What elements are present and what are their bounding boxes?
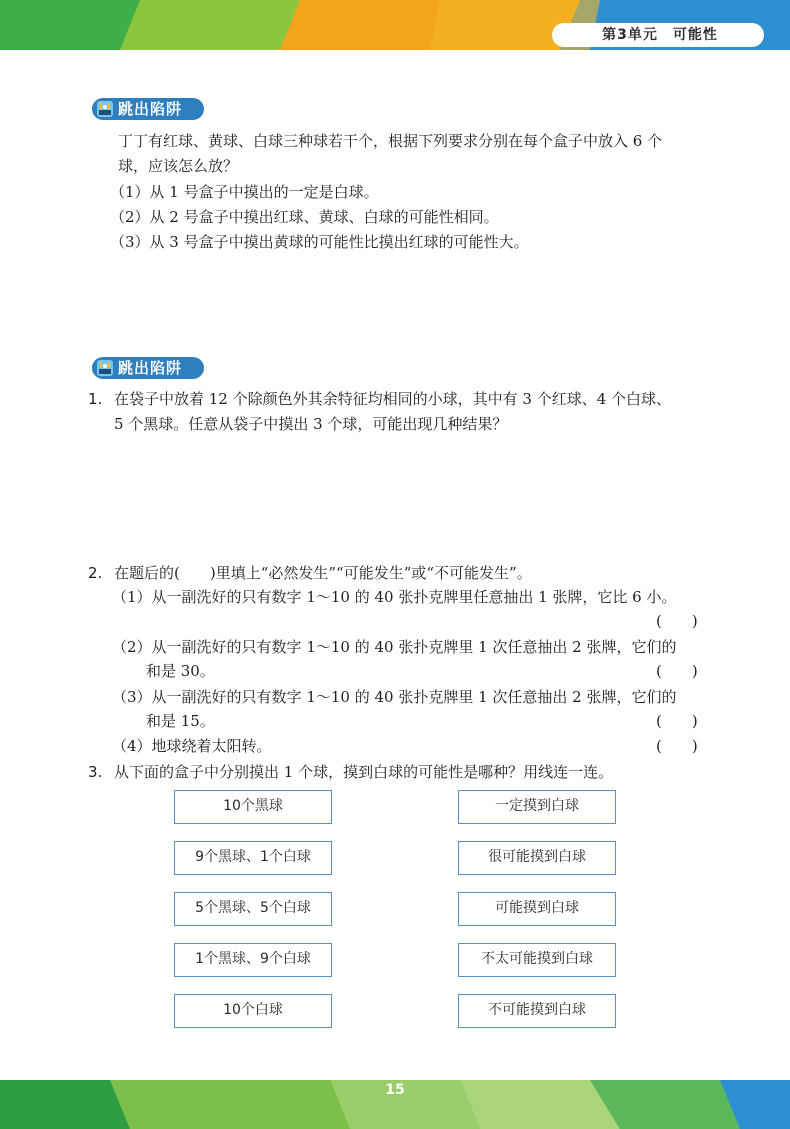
right-box-3[interactable]: 可能摸到白球 (458, 892, 616, 926)
trap-badge-label: 跳出陷阱 (118, 359, 183, 377)
page-number: 15 (385, 1082, 405, 1098)
q2-item-1-line1: （1）从一副洗好的只有数字 1～10 的 40 张扑克牌里任意抽出 1 张牌，它比 6 小。 (112, 588, 677, 606)
q2-item-2-answer[interactable]: ( ) (656, 662, 698, 680)
s1-item-1: （1）从 1 号盒子中摸出的一定是白球。 (110, 183, 379, 201)
q1-line1: 在袋子中放着 12 个除颜色外其余特征均相同的小球，其中有 3 个红球、4 个白球、 (114, 390, 672, 408)
left-box-2[interactable]: 9个黑球、1个白球 (174, 841, 332, 875)
q2-line1: 在题后的( )里填上“必然发生”“可能发生”或“不可能发生”。 (114, 564, 532, 582)
left-box-3[interactable]: 5个黑球、5个白球 (174, 892, 332, 926)
q2-item-4-line1: （4）地球绕着太阳转。 (112, 737, 272, 755)
right-box-2[interactable]: 很可能摸到白球 (458, 841, 616, 875)
q2-item-3-answer[interactable]: ( ) (656, 712, 698, 730)
q2-item-1-answer[interactable]: ( ) (656, 612, 698, 630)
trap-badge-2 (92, 357, 204, 379)
s1-item-2: （2）从 2 号盒子中摸出红球、黄球、白球的可能性相同。 (110, 208, 499, 226)
s1-item-3: （3）从 3 号盒子中摸出黄球的可能性比摸出红球的可能性大。 (110, 233, 529, 251)
trap-badge-1 (92, 98, 204, 120)
q2-item-3-line1: （3）从一副洗好的只有数字 1～10 的 40 张扑克牌里 1 次任意抽出 2 张牌，它们的 (112, 688, 677, 706)
s1-intro-line1: 丁丁有红球、黄球、白球三种球若干个，根据下列要求分别在每个盒子中放入 6 个 (118, 132, 663, 150)
right-box-4[interactable]: 不太可能摸到白球 (458, 943, 616, 977)
q2-item-4-answer[interactable]: ( ) (656, 737, 698, 755)
q2-item-2-line2: 和是 30。 (146, 662, 215, 680)
left-box-4[interactable]: 1个黑球、9个白球 (174, 943, 332, 977)
right-box-5[interactable]: 不可能摸到白球 (458, 994, 616, 1028)
unit-label: 第3单元 可能性 (602, 27, 718, 43)
trap-icon (96, 100, 114, 118)
q2-number: 2. (88, 564, 103, 582)
q2-item-3-line2: 和是 15。 (146, 712, 215, 730)
trap-badge-label: 跳出陷阱 (118, 100, 183, 118)
q3-number: 3. (88, 763, 103, 781)
right-box-1[interactable]: 一定摸到白球 (458, 790, 616, 824)
trap-icon (96, 359, 114, 377)
s1-intro-line2: 球，应该怎么放？ (118, 157, 239, 175)
q1-number: 1. (88, 390, 103, 408)
q1-line2: 5 个黑球。任意从袋子中摸出 3 个球，可能出现几种结果？ (114, 415, 508, 433)
left-box-1[interactable]: 10个黑球 (174, 790, 332, 824)
q3-line1: 从下面的盒子中分别摸出 1 个球，摸到白球的可能性是哪种？用线连一连。 (114, 763, 614, 781)
q2-item-2-line1: （2）从一副洗好的只有数字 1～10 的 40 张扑克牌里 1 次任意抽出 2 张牌，它们的 (112, 638, 677, 656)
left-box-5[interactable]: 10个白球 (174, 994, 332, 1028)
